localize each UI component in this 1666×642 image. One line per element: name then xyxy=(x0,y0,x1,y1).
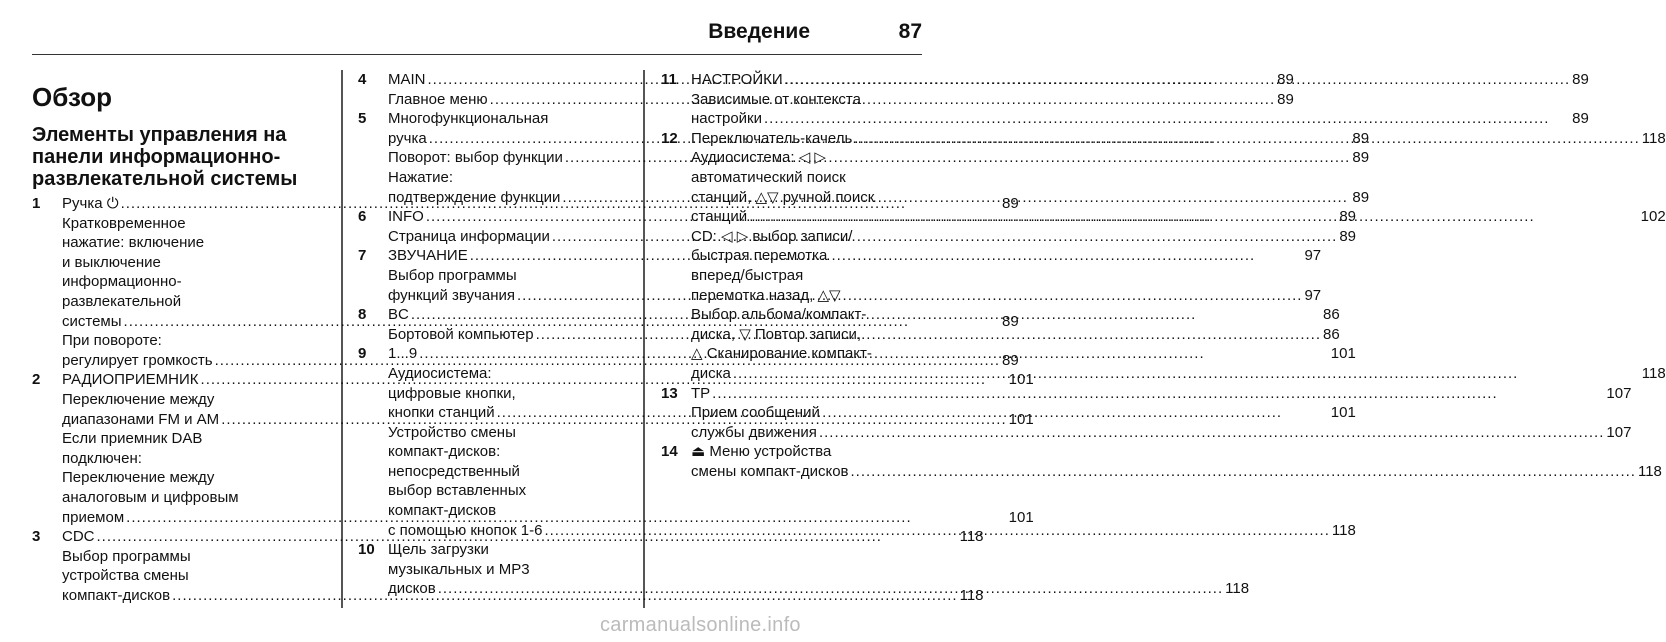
item-text: нажатие: включение xyxy=(62,234,205,252)
item-text: MAIN xyxy=(388,71,426,88)
item-line xyxy=(388,540,1249,560)
page-reference: 97 xyxy=(1304,286,1322,304)
item-text: функций звучания xyxy=(388,286,515,304)
item-text: с помощью кнопок 1-6 xyxy=(388,521,543,539)
page-reference: 97 xyxy=(1304,247,1322,265)
item-number: 4 xyxy=(358,71,367,88)
item-text: системы xyxy=(62,312,122,330)
item-text: развлекательной xyxy=(62,292,182,310)
item-line xyxy=(691,423,1631,443)
item-text: музыкальных и MP3 xyxy=(388,560,530,578)
item-line xyxy=(691,227,1666,247)
item-text: быстрая перемотка xyxy=(691,247,828,265)
item-text: Щель загрузки xyxy=(388,541,489,559)
item-text: станций, △▽ ручной поиск xyxy=(691,188,875,206)
item-text: CD: ◁ ▷ выбор записи/ xyxy=(691,227,853,245)
dot-leader xyxy=(854,129,1639,149)
item-line xyxy=(691,70,1589,90)
item-text: Устройство смены xyxy=(388,423,516,441)
item-body xyxy=(691,70,1589,129)
item-number: 7 xyxy=(358,247,367,265)
item-text: ручка xyxy=(388,129,427,147)
item-text: Бортовой компьютер xyxy=(388,325,534,343)
item-line xyxy=(691,246,1666,266)
item-body xyxy=(691,442,1662,481)
item-number: 8 xyxy=(358,306,367,324)
item-line xyxy=(691,325,1666,345)
item-line xyxy=(388,579,1249,599)
item-text: настройки xyxy=(691,110,763,128)
control-item xyxy=(661,70,1589,129)
item-line xyxy=(691,364,1666,384)
item-text: дисков xyxy=(388,580,436,598)
item-text: компакт-дисков xyxy=(62,586,171,604)
item-text: аналоговым и цифровым xyxy=(62,488,239,506)
page-reference: 118 xyxy=(1641,364,1666,382)
item-text: смены компакт-дисков xyxy=(691,462,849,480)
item-line xyxy=(691,305,1666,325)
item-body xyxy=(691,129,1666,384)
dot-leader xyxy=(712,384,1604,404)
item-number: 11 xyxy=(661,71,677,88)
item-line xyxy=(691,109,1589,129)
item-body xyxy=(691,384,1631,443)
item-text: INFO xyxy=(388,208,424,226)
item-line xyxy=(691,384,1631,404)
item-line xyxy=(691,148,1666,168)
item-text: Если приемник DAB xyxy=(62,430,203,448)
item-text: информационно- xyxy=(62,273,182,291)
page-reference: 118 xyxy=(959,528,984,546)
item-number: 12 xyxy=(661,129,678,147)
page-reference: 89 xyxy=(1277,71,1294,88)
item-line xyxy=(388,501,1356,521)
item-line xyxy=(388,481,1356,501)
dot-leader xyxy=(438,579,1223,599)
page-reference: 107 xyxy=(1606,423,1632,441)
item-number: 9 xyxy=(358,345,367,363)
item-text: автоматический поиск xyxy=(691,168,846,186)
page-reference: 101 xyxy=(1008,410,1034,428)
item-line xyxy=(691,403,1631,423)
item-text: НАСТРОЙКИ xyxy=(691,71,783,88)
dot-leader xyxy=(544,521,1329,541)
item-text: вперед/быстрая xyxy=(691,266,804,284)
item-text: TP xyxy=(691,384,711,402)
item-line xyxy=(691,207,1666,227)
page-reference: 89 xyxy=(1002,195,1019,212)
item-text: Прием сообщений xyxy=(691,404,820,422)
page-reference: 89 xyxy=(1352,188,1370,206)
page-reference: 118 xyxy=(959,586,984,604)
item-text: подтверждение функции xyxy=(388,188,561,206)
page-reference: 118 xyxy=(1225,580,1250,598)
item-line xyxy=(388,560,1249,580)
item-number: 10 xyxy=(358,541,375,559)
chapter-title: Введение xyxy=(708,20,810,43)
page-reference: 107 xyxy=(1606,384,1632,402)
page-reference: 118 xyxy=(1641,129,1666,147)
item-text: перемотка назад, △▽ xyxy=(691,286,841,304)
item-text: компакт-дисков: xyxy=(388,443,501,461)
control-item xyxy=(358,540,1250,599)
item-text: Аудиосистема: ◁ ▷ xyxy=(691,149,826,167)
item-text: Ручка ⏻ xyxy=(62,195,119,212)
item-text: △ Сканирование компакт- xyxy=(691,345,872,363)
dot-leader xyxy=(764,109,1570,129)
item-text: приемом xyxy=(62,508,125,526)
item-text: CDC xyxy=(62,528,95,546)
item-line xyxy=(691,266,1666,286)
watermark: carmanualsonline.info xyxy=(600,614,801,636)
page-reference: 102 xyxy=(1640,208,1666,226)
item-number: 3 xyxy=(32,528,41,546)
item-number: 1 xyxy=(32,195,41,212)
item-line xyxy=(388,521,1356,541)
item-text: диска, ▽ Повтор записи, xyxy=(691,325,861,343)
item-line xyxy=(691,344,1666,364)
item-number: 14 xyxy=(661,443,678,461)
item-line xyxy=(691,129,1666,149)
page-reference: 89 xyxy=(1572,71,1589,88)
item-text: BC xyxy=(388,306,409,324)
page-reference: 118 xyxy=(1637,462,1662,480)
main-title: Обзор xyxy=(32,82,112,112)
item-line xyxy=(691,188,1666,208)
dot-leader xyxy=(749,207,1638,227)
item-text: регулирует громкость xyxy=(62,351,213,369)
page-reference: 89 xyxy=(1339,227,1356,245)
item-text: ⏏ Меню устройства xyxy=(691,443,832,461)
item-text: и выключение xyxy=(62,253,161,271)
item-number: 5 xyxy=(358,110,367,128)
item-text: 1...9 xyxy=(388,345,418,363)
item-text: Аудиосистема: xyxy=(388,364,492,382)
item-line xyxy=(691,168,1666,188)
dot-leader xyxy=(785,70,1570,90)
item-text: устройства смены xyxy=(62,567,189,585)
item-number: 13 xyxy=(661,384,678,402)
item-text: При повороте: xyxy=(62,332,162,350)
item-text: диска xyxy=(691,364,731,382)
item-body xyxy=(388,540,1249,599)
page-reference: 89 xyxy=(1339,208,1356,226)
item-text: Нажатие: xyxy=(388,168,453,186)
item-text: ЗВУЧАНИЕ xyxy=(388,247,468,265)
dot-leader xyxy=(819,423,1604,443)
item-number: 6 xyxy=(358,208,367,226)
item-text: станций xyxy=(691,208,748,226)
item-text: Главное меню xyxy=(388,90,488,108)
item-text: цифровые кнопки, xyxy=(388,384,516,402)
item-line xyxy=(691,90,1589,110)
item-text: Выбор программы xyxy=(388,266,517,284)
item-text: Выбор программы xyxy=(62,547,191,565)
page-reference: 86 xyxy=(1323,325,1340,343)
page-reference: 89 xyxy=(1002,351,1019,369)
item-line xyxy=(691,462,1662,482)
item-line xyxy=(691,442,1662,462)
page-reference: 101 xyxy=(1330,404,1356,422)
page-number: 87 xyxy=(898,20,922,43)
page-reference: 101 xyxy=(1008,508,1034,526)
item-text: Поворот: выбор функции xyxy=(388,149,563,167)
item-number: 2 xyxy=(32,371,41,389)
page-reference: 86 xyxy=(1323,306,1340,324)
item-text: компакт-дисков xyxy=(388,502,497,520)
dot-leader xyxy=(733,364,1640,384)
item-text: Зависимые от контекста xyxy=(691,90,861,108)
item-text: РАДИОПРИЕМНИК xyxy=(62,371,199,389)
control-item xyxy=(661,442,1662,481)
item-text: Переключение между xyxy=(62,469,215,487)
item-text: Выбор альбома/компакт- xyxy=(691,306,867,324)
item-text: выбор вставленных xyxy=(388,482,527,500)
page-reference: 89 xyxy=(1002,312,1019,330)
item-text: кнопки станций xyxy=(388,404,495,422)
item-text: Страница информации xyxy=(388,227,550,245)
section-title: Элементы управления на панели информационно- развлекательной системы xyxy=(32,124,298,190)
page-reference: 89 xyxy=(1352,129,1370,147)
item-text: диапазонами FM и AM xyxy=(62,410,220,428)
item-line xyxy=(691,286,1666,306)
page-reference: 89 xyxy=(1352,149,1370,167)
dot-leader xyxy=(851,462,1636,482)
item-text: непосредственный xyxy=(388,462,520,480)
item-text: Многофункциональная xyxy=(388,110,549,128)
page-reference: 101 xyxy=(1330,345,1356,363)
page-reference: 101 xyxy=(1008,371,1034,389)
page-reference: 118 xyxy=(1331,521,1356,539)
item-text: Переключение между xyxy=(62,390,215,408)
item-text: Переключатель-качель xyxy=(691,129,853,147)
page-reference: 89 xyxy=(1277,90,1294,108)
page-header xyxy=(32,16,922,55)
item-text: подключен: xyxy=(62,449,142,467)
item-text: Кратковременное xyxy=(62,214,186,232)
item-text: службы движения xyxy=(691,423,817,441)
page-reference: 89 xyxy=(1572,110,1589,128)
